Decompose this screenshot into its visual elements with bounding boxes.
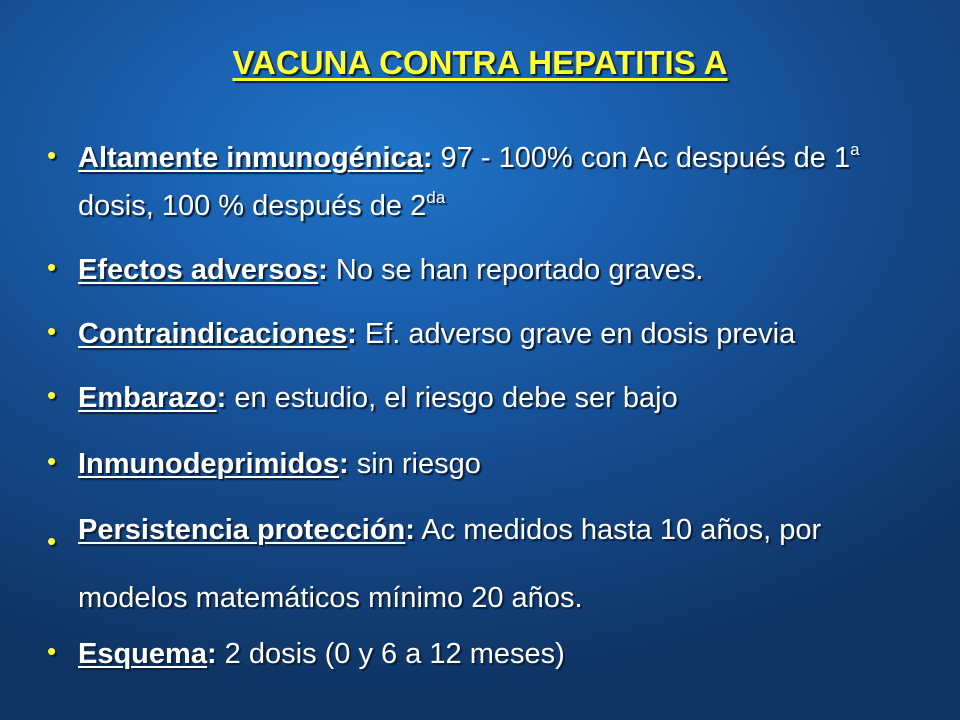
bullet-dot-icon: • [47,252,57,282]
bullet-line [78,514,821,614]
bullet-text: 2 dosis (0 y 6 a 12 meses) [216,638,565,670]
bullet-item-esquema [47,632,907,676]
bullet-text: No se han reportado graves. [327,254,704,286]
bullet-term: Contraindicaciones [78,318,348,350]
slide-title: VACUNA CONTRA HEPATITIS A [232,44,728,81]
bullet-dot-icon: • [47,380,57,410]
bullet-term: Persistencia protección [78,514,406,546]
bullet-term: Inmunodeprimidos [78,448,339,480]
bullet-term: Efectos adversos [78,254,319,286]
bullet-colon: : [422,142,433,174]
bullet-term: Altamente inmunogénica [78,142,423,174]
ordinal-superscript: da [426,188,446,207]
bullet-item-efectos-adversos [47,248,907,292]
bullet-colon: : [405,514,415,546]
bullet-colon: : [206,638,217,670]
bullet-colon: : [339,448,349,480]
bullet-colon: : [216,382,227,414]
bullet-colon: : [347,318,357,350]
bullet-dot-icon: • [47,140,57,170]
bullet-dot-icon: • [47,636,57,666]
bullet-term: Esquema [78,638,207,670]
bullet-item-persistencia [47,508,907,644]
bullet-dot-icon: • [47,526,57,556]
bullet-text: 97 - 100% con Ac después de 1 [432,142,851,174]
ordinal-superscript: a [850,140,860,159]
bullet-dot-icon: • [47,446,57,476]
bullet-text: sin riesgo [348,448,481,480]
bullet-dot-icon: • [47,316,57,346]
bullet-text: Ef. adverso grave en dosis previa [356,318,796,350]
bullet-item-embarazo [47,376,907,420]
bullet-item-inmunodeprimidos [47,442,907,486]
bullet-colon: : [318,254,328,286]
bullet-text: en estudio, el riesgo debe ser bajo [226,382,678,414]
bullet-text: Ac medidos hasta 10 años, por modelos matemáticos mínimo 20 años. [78,514,822,614]
bullet-text-continued: dosis, 100 % después de 2 [78,190,427,222]
bullet-item-inmunogenica [47,136,907,232]
bullet-term: Embarazo [78,382,217,414]
bullet-item-contraindicaciones [47,312,907,356]
